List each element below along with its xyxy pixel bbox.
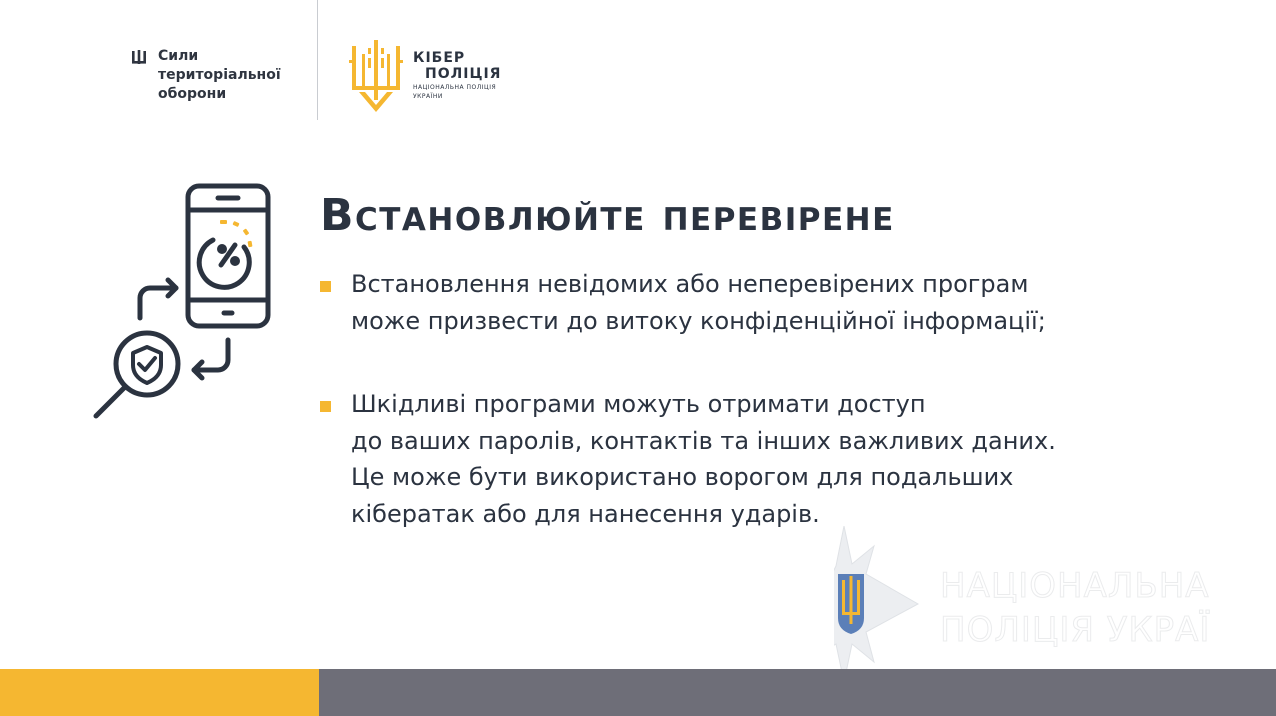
watermark-line: ПОЛІЦІЯ УКРАЇ (940, 610, 1211, 650)
bullet-item (320, 266, 1046, 339)
install-check-illustration (88, 180, 278, 425)
cyber-subtitle: НАЦІОНАЛЬНА ПОЛІЦІЯ (413, 84, 497, 91)
percent-dial-icon (199, 240, 249, 287)
bullet-line: може призвести до витоку конфіденційної інформації; (351, 306, 1046, 335)
cyber-line: КІБЕР (413, 50, 466, 66)
footer-band (319, 669, 1276, 716)
header-divider (317, 0, 318, 120)
police-star-emblem-icon (834, 526, 934, 686)
bullet-marker-icon (320, 281, 331, 292)
police-line: ПОЛІЦІЯ (425, 66, 502, 82)
watermark-line: НАЦІОНАЛЬНА (940, 566, 1210, 606)
page-title: Встановлюйте перевірене (320, 190, 895, 241)
tro-logo (130, 47, 281, 104)
bullet-line: Це може бути використано ворогом для подальших (351, 463, 1014, 491)
tro-line: територіальної (158, 67, 281, 83)
bullet-line: Шкідливі програми можуть отримати доступ (351, 390, 926, 418)
bullet-marker-icon (320, 401, 331, 412)
bullet-item (320, 386, 1056, 532)
bullet-text (351, 266, 1046, 339)
cyber-police-logo (349, 40, 501, 114)
tro-name (158, 47, 281, 104)
tro-line: Сили (158, 48, 199, 64)
bullet-line: Встановлення невідомих або неперевірених програм (351, 270, 1029, 298)
bullet-line: до ваших паролів, контактів та інших важливих даних. (351, 426, 1056, 455)
police-watermark (834, 526, 1276, 686)
bullet-line: кібератак або для нанесення ударів. (351, 499, 820, 528)
cyber-police-emblem-icon (349, 40, 403, 114)
cyber-subtitle: УКРАЇНИ (413, 93, 443, 100)
cyber-police-text (413, 50, 501, 100)
shield-check-icon (133, 347, 161, 383)
trident-icon (130, 49, 148, 67)
arrow-icon (140, 280, 228, 378)
tro-line: оборони (158, 86, 227, 102)
watermark-text (940, 564, 1210, 652)
footer-accent-band (0, 669, 319, 716)
bullet-text (351, 386, 1056, 532)
